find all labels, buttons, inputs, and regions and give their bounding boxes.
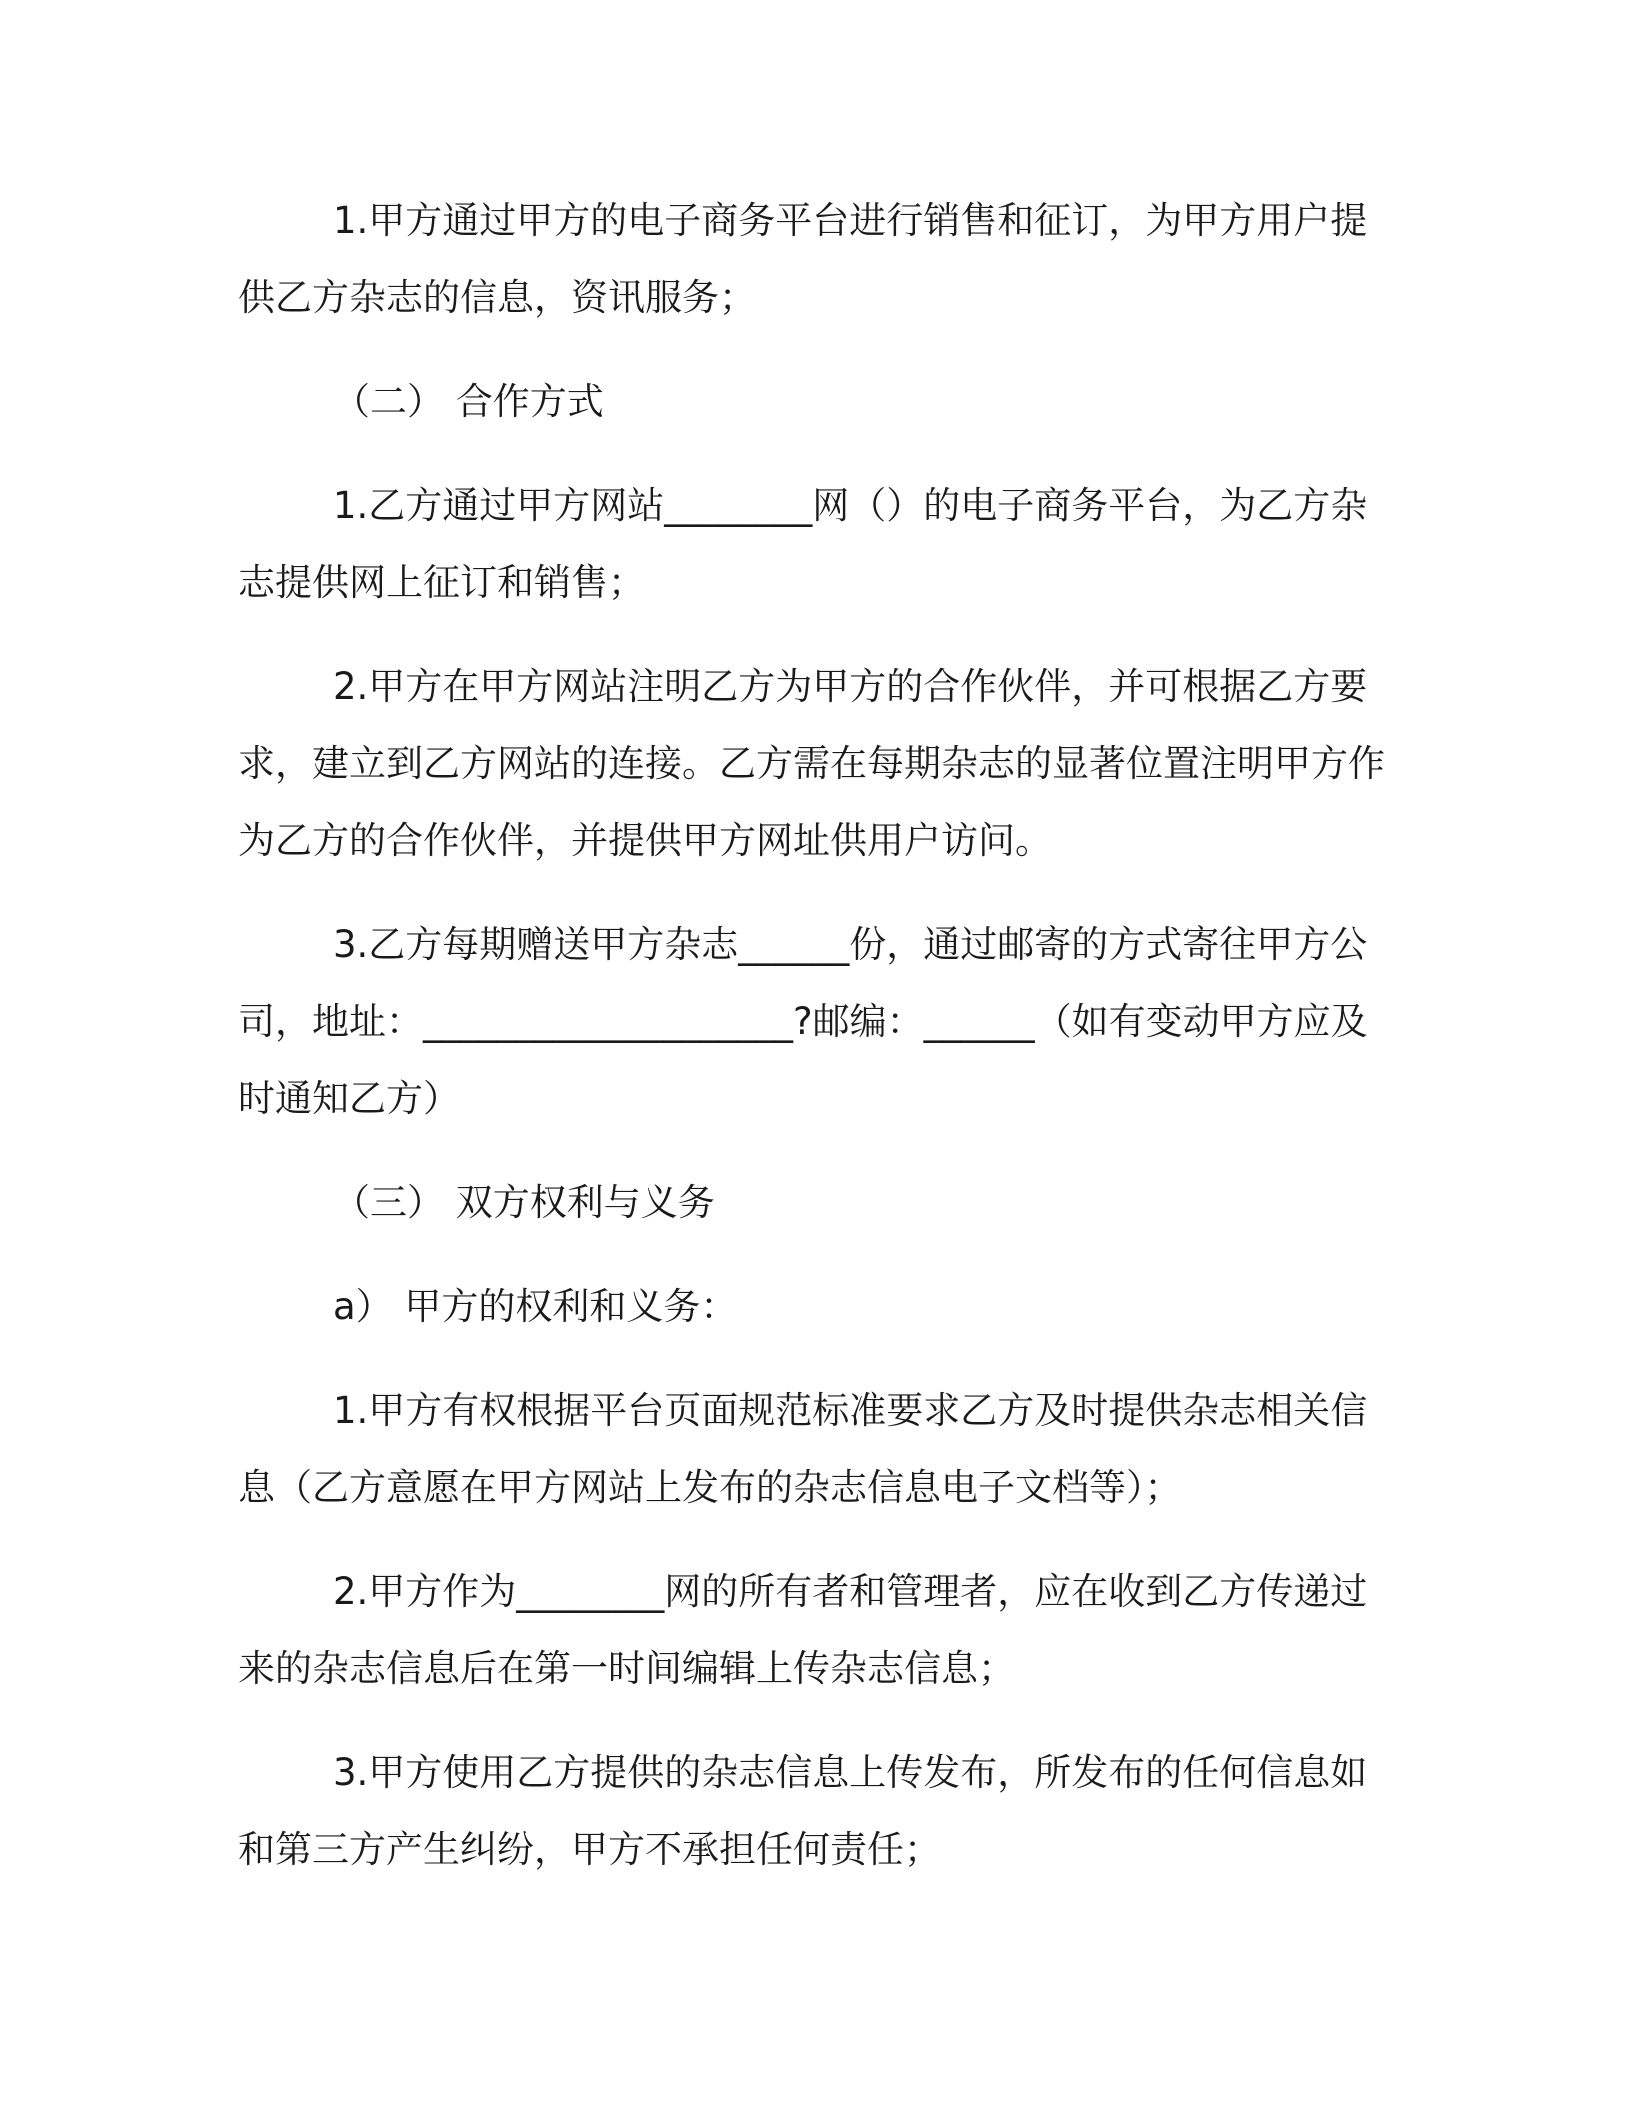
clause-cooperation-2: 2.甲方在甲方网站注明乙方为甲方的合作伙伴，并可根据乙方要求，建立到乙方网站的连接。乙方需在每期杂志的显著位置注明甲方作为乙方的合作伙伴，并提供甲方网址供用户访问。 [238, 665, 1385, 862]
clause-party-a-1: 1.甲方有权根据平台页面规范标准要求乙方及时提供杂志相关信息（乙方意愿在甲方网站上发布的杂志信息电子文档等）； [238, 1389, 1368, 1509]
clause-party-a-3: 3.甲方使用乙方提供的杂志信息上传发布，所发布的任何信息如和第三方产生纠纷，甲方不承担任何责任； [238, 1751, 1368, 1871]
clause-party-a-2: 2.甲方作为________网的所有者和管理者，应在收到乙方传递过来的杂志信息后在第一时间编辑上传杂志信息； [238, 1570, 1368, 1690]
section-heading-cooperation: （二） 合作方式 [333, 380, 604, 423]
clause-1-platform-sales: 1.甲方通过甲方的电子商务平台进行销售和征订，为甲方用户提供乙方杂志的信息，资讯服务； [238, 199, 1368, 319]
subheading-party-a-rights: a） 甲方的权利和义务： [333, 1285, 738, 1328]
document-body [238, 182, 1400, 1915]
section-heading-rights: （三） 双方权利与义务 [333, 1181, 715, 1224]
clause-cooperation-3: 3.乙方每期赠送甲方杂志______份，通过邮寄的方式寄往甲方公司，地址：____________________?邮编：______（如有变动甲方应及时通知乙方） [238, 923, 1368, 1120]
clause-cooperation-1: 1.乙方通过甲方网站________网（）的电子商务平台，为乙方杂志提供网上征订和销售； [238, 484, 1368, 604]
